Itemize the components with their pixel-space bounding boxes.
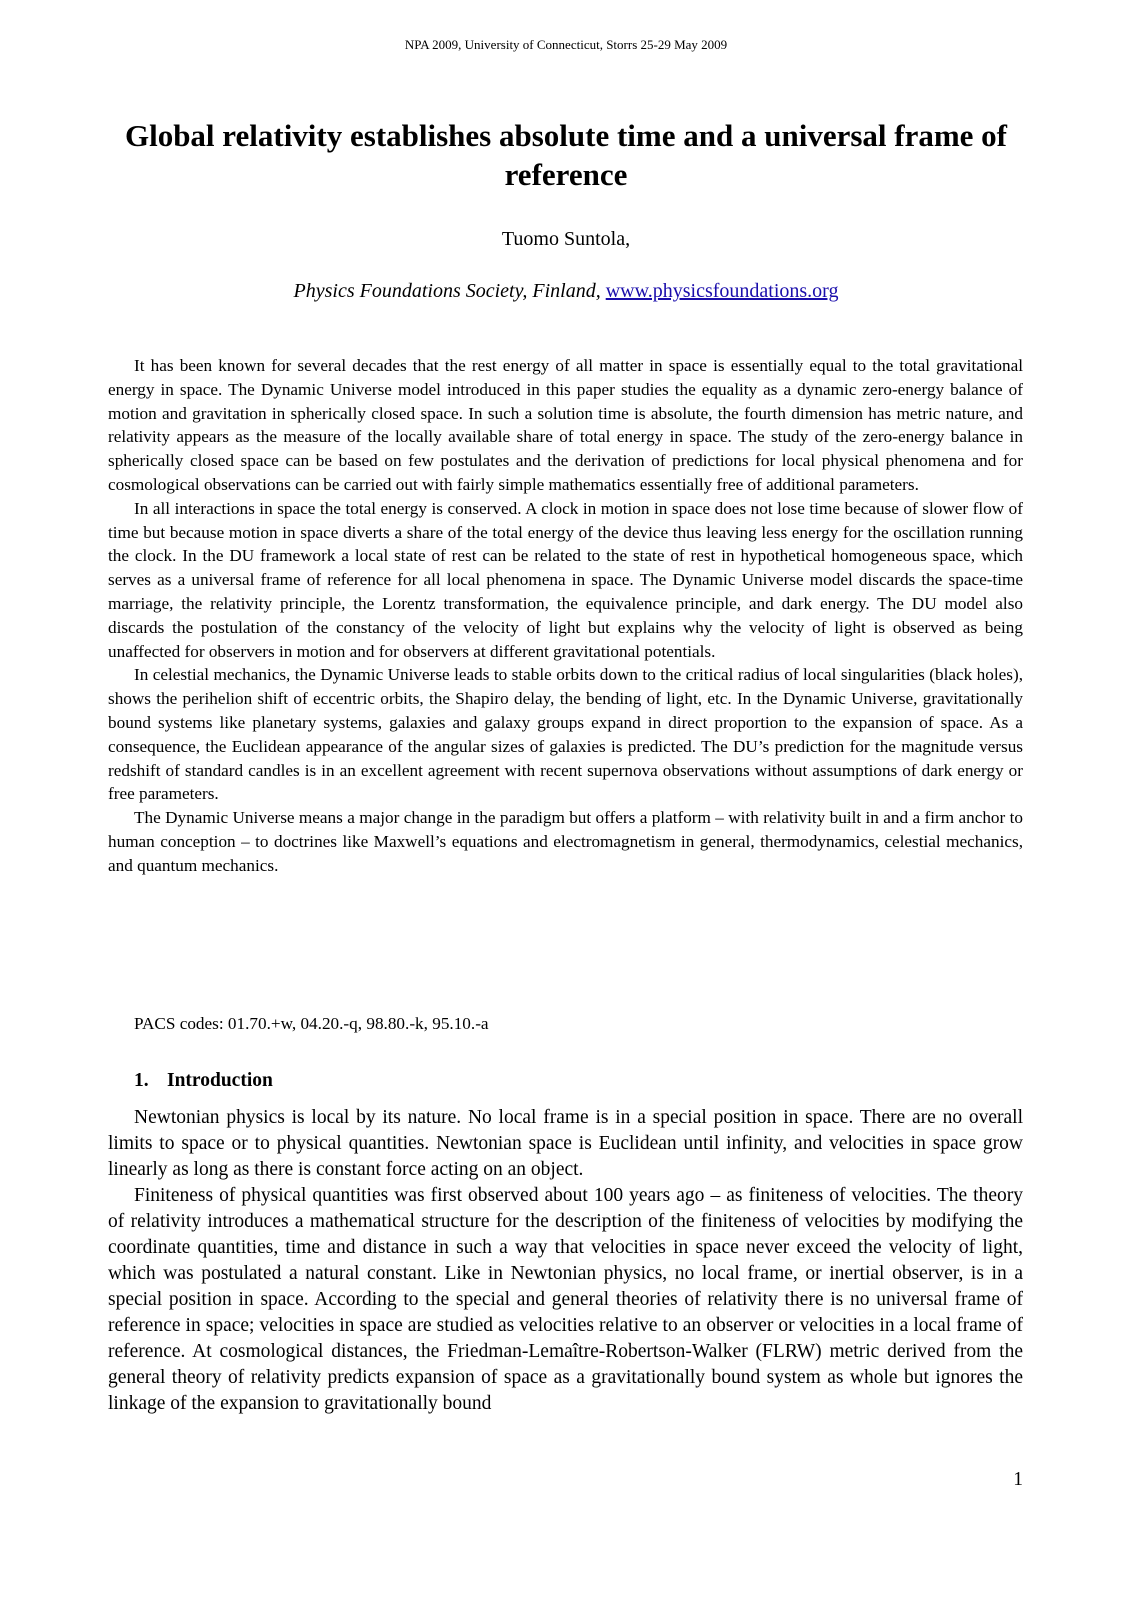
page-number: 1 <box>1013 1469 1023 1490</box>
abstract-paragraph: In all interactions in space the total energy is conserved. A clock in motion in space does not lose time because of slower flow of time but because motion in space diverts a share of the total energy of the device thus leaving less energy for the oscillation running the clock. In the DU framework a local state of rest can be related to the state of rest in hypothetical homogeneous space, which serves as a universal frame of reference for all local phenomena in space. The Dynamic Universe model discards the space-time marriage, the relativity principle, the Lorentz transformation, the equivalence principle, and dark energy. The DU model also discards the postulation of the constancy of the velocity of light but explains why the velocity of light is observed as being unaffected for observers in motion and for observers at different gravitational potentials. <box>108 498 1023 661</box>
section-body <box>108 1105 1023 1417</box>
pacs-codes: PACS codes: 01.70.+w, 04.20.-q, 98.80.-k, 95.10.-a <box>134 1014 489 1033</box>
abstract-paragraph: The Dynamic Universe means a major change in the paradigm but offers a platform – with relativity built in and a firm anchor to human conception – to doctrines like Maxwell’s equations and electromagnetism in general, thermodynamics, celestial mechanics, and quantum mechanics. <box>108 808 1023 875</box>
affiliation <box>0 279 1132 303</box>
section-number: 1. <box>134 1070 149 1091</box>
body-paragraph: Newtonian physics is local by its nature. No local frame is in a special position in space. There are no overall limits to space or to physical quantities. Newtonian space is Euclidean until infinity, and velocities in space grow linearly as long as there is constant force acting on an object. <box>108 1107 1023 1180</box>
paper-title: Global relativity establishes absolute time and a universal frame of reference <box>124 118 1008 192</box>
body-paragraph: Finiteness of physical quantities was first observed about 100 years ago – as finiteness of velocities. The theory of relativity introduces a mathematical structure for the description of the finiteness of velocities by modifying the coordinate quantities, time and distance in such a way that velocities in space never exceed the velocity of light, which was postulated a natural constant. Like in Newtonian physics, no local frame, or inertial observer, is in a special position in space. According to the special and general theories of relativity there is no universal frame of reference in space; velocities in space are studied as velocities relative to an observer or velocities in a local frame of reference. At cosmological distances, the Friedman-Lemaître-Robertson-Walker (FLRW) metric derived from the general theory of relativity predicts expansion of space as a gravitationally bound system as whole but ignores the linkage of the expansion to gravitationally bound <box>108 1185 1023 1414</box>
affiliation-text: Physics Foundations Society, Finland, <box>293 280 601 302</box>
abstract-paragraph: It has been known for several decades that the rest energy of all matter in space is essentially equal to the total gravitational energy in space. The Dynamic Universe model introduced in this paper studies the equality as a dynamic zero-energy balance of motion and gravitation in spherically closed space. In such a solution time is absolute, the fourth dimension has metric nature, and relativity appears as the measure of the locally available share of total energy in space. The study of the zero-energy balance in spherically closed space can be based on few postulates and the derivation of predictions for local physical phenomena and for cosmological observations can be carried out with fairly simple mathematics essentially free of additional parameters. <box>108 356 1023 494</box>
abstract-paragraph: In celestial mechanics, the Dynamic Universe leads to stable orbits down to the critical radius of local singularities (black holes), shows the perihelion shift of eccentric orbits, the Shapiro delay, the bending of light, etc. In the Dynamic Universe, gravitationally bound systems like planetary systems, galaxies and galaxy groups expand in direct proportion to the expansion of space. As a consequence, the Euclidean appearance of the angular sizes of galaxies is predicted. The DU’s prediction for the magnitude versus redshift of standard candles is in an excellent agreement with recent supernova observations without assumptions of dark energy or free parameters. <box>108 665 1023 804</box>
section-title: Introduction <box>167 1070 273 1091</box>
running-head: NPA 2009, University of Connecticut, Storrs 25-29 May 2009 <box>404 37 728 52</box>
abstract <box>108 354 1023 878</box>
author-name: Tuomo Suntola, <box>501 228 631 250</box>
affiliation-link[interactable]: www.physicsfoundations.org <box>605 280 839 302</box>
section-heading <box>134 1068 1014 1094</box>
